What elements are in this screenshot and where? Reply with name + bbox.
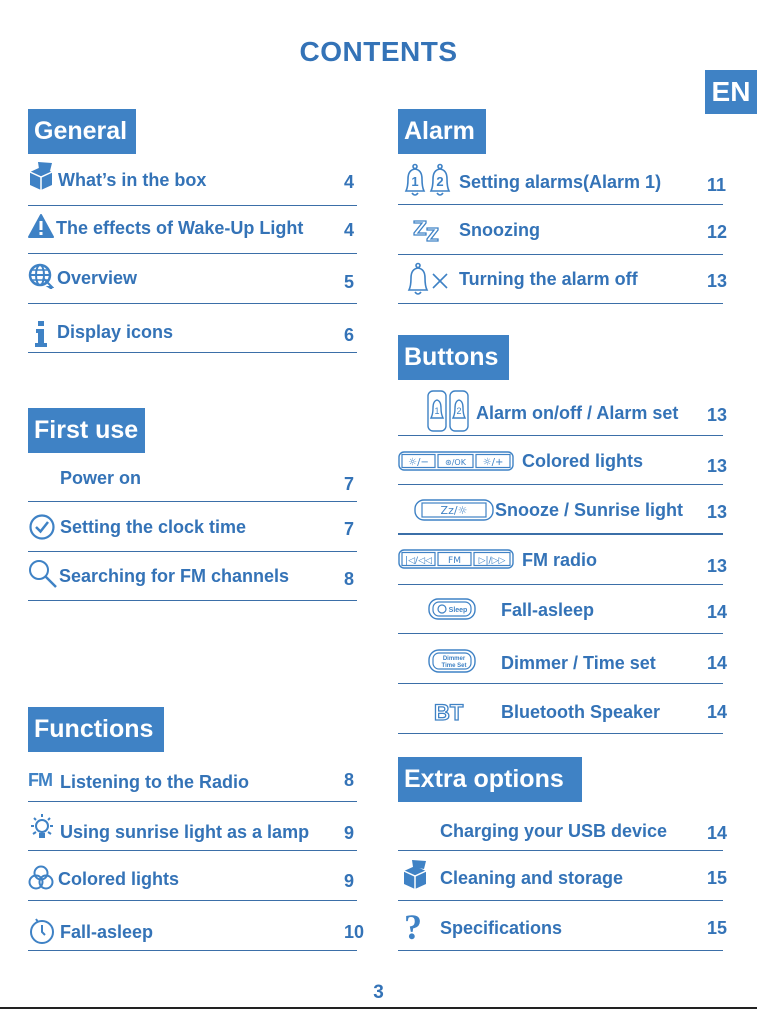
toc-page: 14: [707, 823, 728, 843]
toc-label: Colored lights: [522, 451, 643, 471]
toc-label: Snooze / Sunrise light: [495, 500, 684, 520]
svg-text:Time Set: Time Set: [441, 663, 467, 669]
info-icon: [34, 321, 48, 347]
svg-text:2: 2: [456, 406, 462, 416]
toc-label: What’s in the box: [58, 170, 207, 190]
toc-entry[interactable]: [398, 254, 728, 304]
box-icon: [402, 857, 428, 889]
button-glyph: ⊛/OK: [445, 458, 466, 467]
toc-page: 7: [344, 474, 355, 494]
toc-entry[interactable]: [28, 502, 357, 552]
dimmer-button-icon: [428, 649, 476, 673]
toc-entry[interactable]: [398, 435, 728, 485]
toc-label: Cleaning and storage: [440, 868, 624, 888]
toc-label: Using sunrise light as a lamp: [60, 822, 310, 842]
toc-entry[interactable]: [28, 254, 357, 304]
toc-entry[interactable]: [398, 801, 728, 851]
alarm-bells-icon: [402, 163, 454, 197]
toc-entry[interactable]: [28, 204, 357, 254]
toc-entry[interactable]: [28, 156, 357, 206]
button-glyph: FM: [448, 556, 461, 566]
section-general: General: [28, 109, 136, 154]
section-alarm: Alarm: [398, 109, 486, 154]
svg-text:1: 1: [434, 406, 440, 416]
toc-page: 6: [344, 325, 355, 345]
toc-label: Display icons: [57, 322, 174, 342]
svg-text:2: 2: [436, 174, 444, 189]
sleep-timer-icon: [28, 917, 56, 945]
toc-page: 8: [344, 569, 355, 589]
toc-entry[interactable]: [398, 851, 728, 901]
toc-label: Searching for FM channels: [59, 566, 290, 586]
button-glyph: BT: [434, 700, 464, 722]
toc-page: 9: [344, 871, 355, 891]
button-glyph: ☼/+: [482, 457, 504, 468]
button-glyph: Sleep: [448, 607, 468, 614]
toc-label: Power on: [60, 468, 142, 488]
globe-icon: [28, 263, 54, 289]
language-tab: EN: [705, 70, 757, 114]
page-title: CONTENTS: [299, 36, 458, 67]
fm-buttons-icon: [398, 549, 514, 569]
toc-page: 14: [707, 653, 728, 673]
toc-page: 14: [707, 702, 728, 722]
toc-entry[interactable]: [398, 584, 728, 634]
toc-page: 13: [707, 502, 728, 522]
toc-entry[interactable]: [28, 303, 357, 353]
toc-page: 8: [344, 770, 355, 790]
snooze-sunrise-button-icon: [414, 499, 494, 521]
toc-entry[interactable]: [28, 551, 357, 601]
toc-page: 11: [707, 175, 727, 195]
toc-page: 13: [707, 405, 728, 425]
button-glyph: ☼/−: [408, 457, 429, 468]
toc-page: 15: [707, 868, 728, 888]
svg-text:Dimmer: Dimmer: [442, 656, 466, 662]
button-glyph: Zz/☼: [440, 504, 468, 517]
toc-page: 4: [344, 220, 355, 240]
toc-entry[interactable]: [398, 535, 728, 585]
toc-label: Charging your USB device: [440, 821, 668, 841]
toc-label: FM radio: [522, 550, 597, 570]
toc-entry[interactable]: [398, 485, 728, 535]
toc-page: 13: [707, 456, 728, 476]
section-buttons: Buttons: [398, 335, 509, 380]
toc-entry[interactable]: [398, 684, 728, 734]
toc-label: Overview: [57, 268, 138, 288]
toc-label: The effects of Wake-Up Light: [56, 218, 304, 238]
toc-label: Fall-asleep: [501, 600, 595, 620]
section-extra-options: Extra options: [398, 757, 582, 802]
lamp-icon: [28, 813, 56, 843]
snooze-icon: [412, 217, 442, 243]
color-circles-icon: [28, 865, 54, 891]
button-glyph: |◁/◁◁: [405, 556, 432, 566]
toc-page: 4: [344, 172, 355, 192]
colored-light-buttons-icon: [398, 451, 514, 471]
page-number: 3: [373, 982, 384, 1003]
toc-label: Setting the clock time: [60, 517, 247, 537]
bt-icon: [434, 700, 474, 722]
section-functions: Functions: [28, 707, 164, 752]
fm-icon: FM: [28, 770, 52, 790]
button-glyph: ▷|/▷▷: [478, 556, 506, 566]
toc-label: Snoozing: [459, 220, 540, 240]
sleep-button-icon: [428, 598, 476, 620]
section-first-use: First use: [28, 408, 145, 453]
toc-page: 10: [344, 922, 365, 942]
toc-entry[interactable]: [28, 851, 357, 901]
toc-entry[interactable]: [28, 452, 357, 502]
toc-entry[interactable]: [28, 901, 365, 951]
question-icon: ?: [404, 907, 422, 947]
toc-entry[interactable]: [28, 752, 357, 802]
toc-entry[interactable]: [398, 205, 728, 255]
toc-label: Turning the alarm off: [459, 269, 638, 289]
toc-page: 7: [344, 519, 355, 539]
toc-entry[interactable]: [398, 634, 728, 684]
svg-text:1: 1: [411, 174, 419, 189]
toc-label: Setting alarms(Alarm 1): [459, 172, 662, 192]
toc-page: 13: [707, 556, 728, 576]
toc-label: Listening to the Radio: [60, 772, 249, 792]
magnifier-icon: [28, 559, 58, 589]
toc-page: 12: [707, 222, 728, 242]
toc-label: Fall-asleep: [60, 922, 154, 942]
toc-page: 14: [707, 602, 728, 622]
alarm-off-icon: [406, 262, 452, 296]
toc-label: Bluetooth Speaker: [501, 702, 661, 722]
toc-entry[interactable]: [28, 801, 357, 851]
toc-entry[interactable]: [398, 386, 728, 436]
toc-label: Dimmer / Time set: [501, 653, 656, 673]
toc-page: 13: [707, 271, 728, 291]
clock-check-icon: [28, 513, 56, 541]
toc-page: 9: [344, 823, 355, 843]
alarm-buttons-icon: [426, 390, 474, 432]
toc-label: Specifications: [440, 918, 563, 938]
toc-label: Colored lights: [58, 869, 179, 889]
toc-page: 15: [707, 918, 728, 938]
toc-entry[interactable]: [398, 155, 727, 205]
toc-page: 5: [344, 272, 355, 292]
toc-label: Alarm on/off / Alarm set: [476, 403, 679, 423]
toc-entry[interactable]: [398, 901, 728, 951]
box-icon: [28, 160, 54, 190]
warning-icon: [28, 214, 54, 238]
